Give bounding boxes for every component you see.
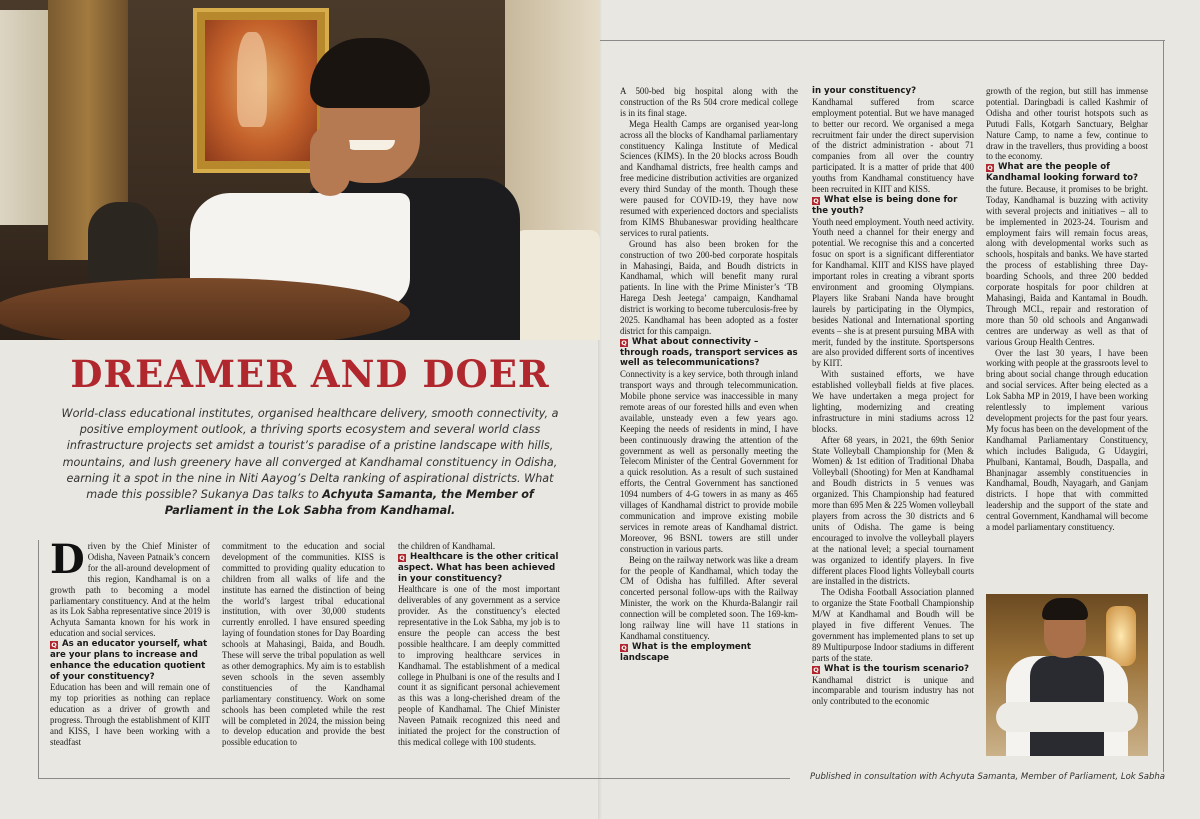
standfirst-text: World-class educational institutes, organised healthcare delivery, smooth connectivity, a positive employment outlook, a thriving sports ecosystem and several world class infrastructure projects set amidst a tourist’s paradise of a pristine landscape with hills, mountains, and lush greenery have all converged at Kandhamal constituency in Odisha, earning it a spot in the nine in Niti Aayog’s Delta ranking of aspirational districts. What made this possible? Sukanya Das talks to: [61, 407, 559, 502]
text-column-5: [812, 86, 974, 707]
question-education: Q As an educator yourself, what are your plans to increase and enhance the education quotient of your constituency?: [50, 639, 208, 682]
answer-paragraph: Kandhamal district is unique and incomparable and tourism industry has not only contributed to the economic: [812, 674, 974, 707]
hero-photo: [0, 0, 600, 340]
question-marker-icon: Q: [813, 196, 819, 205]
intro-paragraph: riven by the Chief Minister of Odisha, Naveen Patnaik’s concern for the all-around development of this region, Kandhamal is on a growth path to becoming a model parliamentary constituency. And at the helm as its Lok Sabha representative since 2019 is Achyuta Samanta known for his work in education and social services.: [50, 541, 210, 639]
text-column-6: [986, 86, 1148, 533]
question-employment-continued: in your constituency?: [812, 86, 917, 96]
text-column-4: [620, 86, 798, 663]
answer-paragraph: Education has been and will remain one of my top priorities as nothing can replace education as a driver of growth and progress. Through the establishment of KIIT and KISS, I have been working with a steadfast: [50, 682, 210, 747]
question-future: Q What are the people of Kandhamal looking forward to?: [986, 162, 1139, 184]
text-column-3: [398, 541, 560, 748]
hero-background-person: [88, 202, 158, 282]
question-employment: Q What is the employment landscape: [620, 641, 751, 663]
publication-credit: Published in consultation with Achyuta Samanta, Member of Parliament, Lok Sabha: [790, 772, 1171, 782]
question-connectivity: Q What about connectivity – through roads, transport services as well as telecommunications?: [620, 336, 798, 369]
body-paragraph: After 68 years, in 2021, the 69th Senior State Volleyball Championship for (Men & Women) & 1st edition of Traditional Dhaba Volleyball (Shooting) for Men at Kandhamal and Boudh districts in 5 venues was organized. This Championship had featured more than 695 Men & 225 Women volleyball players from across the 30 districts and 6 units of Odisha. The game is being encouraged to involve the volleyball players at the national level; a special tournament was organized to identify players. In five different places Flood lights Volleyball courts are installed in the districts.: [812, 434, 974, 587]
article-standfirst: [60, 406, 560, 519]
inset-portrait-photo: [986, 594, 1148, 756]
answer-paragraph: Connectivity is a key service, both through inland transport ways and through telecommunication. Mobile phone service was inaccessible in many remote areas of our forested hills and even when available, unsteady even a few years ago. Keeping the needs of residents in mind, I have been continuously drawing the attention of the government as well as personally meeting the Telecom Minister of the Central Government for a quick resolution. As a result of such sustained efforts, the Central Government has sanctioned 1094 numbers of 4-G towers in as many as 465 villages of Kandhamal district to provide mobile communication and improve existing mobile services in remote areas of Kandhamal district. Moreover, 96 BSNL towers are still under construction in various parts.: [620, 369, 798, 554]
question-healthcare: Q Healthcare is the other critical aspect. What has been achieved in your constituency?: [398, 551, 559, 584]
article-headline: DREAMER AND DOER: [70, 352, 550, 396]
frame-rule-right: [1163, 40, 1164, 779]
body-paragraph: The Odisha Football Association planned to organize the State Football Championship M/W at Kandhamal and Boudh will be played in five different Venues. The government has implemented plans to set up 89 Multipurpose Indoor stadiums in different parts of the state.: [812, 587, 974, 663]
body-paragraph: Mega Health Camps are organised year-long across all the blocks of Kandhamal parliamentary constituency Kalinga Institute of Medical Sciences (KIMS). In the 20 blocks across Boudh and Kandhamal districts, free health camps and free medicine distribution activities are organized every third Sunday of the month. Though these were paused for COVID-19, they have now resumed with experienced doctors and specialists from KIMS Bhubaneswar providing healthcare services to rural patients.: [620, 118, 798, 238]
text-column-2: [222, 541, 385, 748]
body-paragraph: Over the last 30 years, I have been working with people at the grassroots level to bring about social change through education and social services. After being elected as a Lok Sabha MP in 2019, I have been working relentlessly to implement various development projects for the past four years. My focus has been on the development of the Kandhamal Parliamentary Constituency, which includes Baliguda, G Udaygiri, Phulbani, Kantamal, Boudh, Daspalla, and Bhanjnagar assembly constituencies in Kandhamal, Boudh, Nayagarh, and Ganjam districts. I hope that with committed leadership and the support of the state and central Government, Kandhamal will become a model parliamentary constituency.: [986, 347, 1148, 533]
body-paragraph: A 500-bed big hospital along with the construction of the Rs 504 crore medical college is in its final stage.: [620, 86, 798, 118]
question-marker-icon: Q: [51, 641, 57, 650]
frame-rule-top: [600, 40, 1165, 41]
answer-paragraph: Healthcare is one of the most important deliverables of any government as a service provider. As the constituency’s elected representative in the Lok Sabha, my job is to ensure the people can access the best possible healthcare. I am deeply committed to improving healthcare services in Kandhamal. The establishment of a medical college in Phulbani is one of the results and I count it as significant personal achievement as this was a long-cherished dream of the people of Kandhamal. The Chief Minister Naveen Patnaik recognized this need and initiated the project for the construction of this medical college with 100 students.: [398, 584, 560, 747]
hero-window: [0, 10, 48, 225]
answer-paragraph: the future. Because, it promises to be bright. Today, Kandhamal is buzzing with activity with several projects and initiatives – all to be implemented in 2023-24. Tourism and employment fairs will remain focus areas, along with developmental works such as schools, hospitals and banks. We have started the process of establishing three Day-boarding Schools, and three 200 bedded corporate hospitals for poor children at Mahasingi, Baida and Kantamal in Boudh. Through MCL, repair and restoration of more than 50 old schools and Anganwadi centres are underway as well as that of various Group Health Centres.: [986, 183, 1148, 347]
question-youth: Q What else is being done for the youth?: [812, 194, 958, 216]
frame-rule-left: [38, 540, 39, 779]
text-column-1: [50, 536, 210, 748]
question-tourism: Q What is the tourism scenario?: [813, 663, 969, 674]
body-paragraph: Ground has also been broken for the construction of two 200-bed corporate hospitals in Mahasingi, Baida, and Boudh districts in Kandhamal, which will benefit many rural patients. In line with the Prime Minister’s ‘TB Harega Desh Jeetega’ campaign, Kandhamal district is working to become tuberculosis-free by 2025. Kandhamal has been adopted as a foster district for this campaign.: [620, 238, 798, 336]
hero-table: [0, 278, 410, 340]
standfirst-subject: Achyuta Samanta, the Member of Parliament in the Lok Sabha from Kandhamal.: [164, 488, 534, 518]
body-paragraph: With sustained efforts, we have established volleyball fields at five places. We have undertaken a mega project for lighting, modernizing and creating infrastructure in mini stadiums across 12 blocks.: [812, 369, 974, 434]
body-paragraph: growth of the region, but still has immense potential. Daringbadi is called Kashmir of Odisha and other tourist hotspots such as Putudi Falls, Kotgarh Sanctuary, Belghar Nature Camp, to name a few, continue to draw in the travellers, thus providing a boost to the economy.: [986, 86, 1148, 162]
body-paragraph: commitment to the education and social development of the communities. KISS is committed to providing quality education to children from all walks of life and the institute has earned the distinction of being the world’s largest tribal educational institution, with over 30,000 students currently enrolled. I have ensured speeding laying of foundation stones for Day Boarding schools at Mahasingi, Baida, and Boudh. These will serve the tribal population as well as other demographics. My aim is to establish seven schools in the seven assembly constituencies of the Kandhamal parliamentary constituency. Work on some schools has been completed while the rest will be completed in 2024, the mission being to develop education and provide the best possible education to: [222, 541, 385, 748]
question-marker-icon: Q: [987, 164, 993, 173]
body-paragraph: Being on the railway network was like a dream for the people of Kandhamal, which today the CM of Odisha has fulfilled. After several concerted personal follow-ups with the Railway Minister, the work on the Khurda-Balangir rail connection will be completed soon. The 169-km-long railway line will have 11 stations in Kandhamal constituency.: [620, 554, 798, 641]
question-marker-icon: Q: [399, 553, 405, 562]
body-paragraph: the children of Kandhamal.: [398, 541, 496, 551]
drop-cap: D: [50, 536, 85, 583]
question-marker-icon: Q: [813, 665, 819, 674]
answer-paragraph: Youth need employment. Youth need activity. Youth need a channel for their energy and potential. We recognise this and a concerted fosuc on sport is a significant differentiator for Kandhamal. KIIT and KISS have played important roles in creating a vibrant sports environment and grooming Olympians. Players like Srabani Nanda have brought laurels by participating in the Olympics, besides National and International sporting events – she is at present pursuing MBA with merit, funded by the institute. Sportspersons are also provided different sorts of incentives by KIIT.: [812, 216, 974, 369]
question-marker-icon: Q: [621, 338, 627, 347]
question-marker-icon: Q: [621, 643, 627, 652]
answer-paragraph: Kandhamal suffered from scarce employment potential. But we have managed to better our record. We organised a mega recruitment fair under the direct supervision of the district administration - about 71 companies from all over the country participated. It is a matter of pride that 400 youths from Kandhamal constituency have been recruited in KIIT and KISS.: [812, 96, 974, 195]
